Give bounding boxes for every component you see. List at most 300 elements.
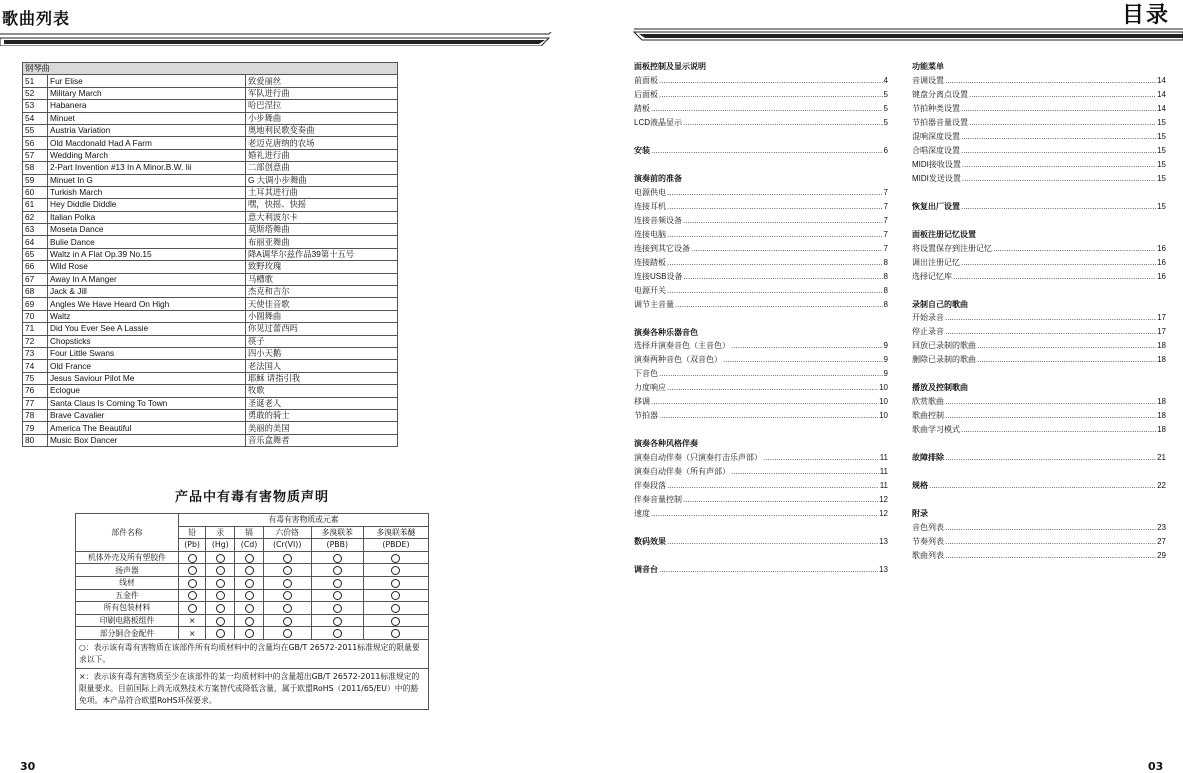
toc-entry[interactable] xyxy=(912,256,1166,270)
toc-entry[interactable] xyxy=(634,102,888,116)
toc-entry[interactable] xyxy=(634,186,888,200)
toc-entry-page: 11 xyxy=(879,453,888,463)
toc-entry-title: 选择记忆库 xyxy=(912,271,952,281)
toc-entry[interactable] xyxy=(634,200,888,214)
toc-entry-title: 恢复出厂设置 xyxy=(912,201,960,211)
compliant-circle-mark xyxy=(206,614,235,627)
toc-entry[interactable] xyxy=(912,172,1166,186)
toc-entry[interactable] xyxy=(912,353,1166,367)
compliant-circle-mark xyxy=(235,564,263,577)
toc-entry-title: 连接电脑 xyxy=(634,229,666,239)
toc-entry-page: 14 xyxy=(1157,75,1166,85)
circle-icon xyxy=(216,629,225,638)
toc-entry-title: 删除已录制的歌曲 xyxy=(912,355,976,365)
toc-entry-title: 混响深度设置 xyxy=(912,131,960,141)
compliant-circle-mark xyxy=(363,614,428,627)
song-title-en: Eclogue xyxy=(48,385,246,397)
toc-leader-dots xyxy=(993,242,1156,256)
circle-icon xyxy=(333,617,342,626)
circle-icon xyxy=(245,604,254,613)
substance-symbol: (PBB) xyxy=(311,539,363,552)
circle-icon xyxy=(391,566,400,575)
song-number: 59 xyxy=(23,174,48,186)
toc-entry[interactable] xyxy=(912,158,1166,172)
right-header-rule-graphic xyxy=(620,26,1183,44)
song-title-cn: 牧歌 xyxy=(246,385,398,397)
toc-leader-dots xyxy=(977,339,1156,353)
compliant-circle-mark xyxy=(179,551,206,564)
table-row xyxy=(23,186,398,198)
table-row xyxy=(23,100,398,112)
circle-icon xyxy=(245,617,254,626)
substance-name: 多溴联苯 xyxy=(311,526,363,539)
compliant-circle-mark xyxy=(311,602,363,615)
song-number: 74 xyxy=(23,360,48,372)
toc-entry-title: 调节主音量 xyxy=(634,299,674,309)
toc-entry-title: 调音台 xyxy=(634,565,658,575)
toc-entry-title: 连接踏板 xyxy=(634,257,666,267)
circle-icon xyxy=(188,566,197,575)
toc-entry[interactable] xyxy=(912,549,1166,563)
toc-entry-page: 10 xyxy=(879,397,888,407)
toc-entry[interactable] xyxy=(912,451,1166,465)
circle-icon xyxy=(283,591,292,600)
table-row xyxy=(23,335,398,347)
toc-leader-dots xyxy=(667,200,883,214)
toc-entry[interactable] xyxy=(634,465,888,479)
part-name: 印刷电路板组件 xyxy=(76,614,179,627)
toc-leader-dots xyxy=(659,409,878,423)
toc-leader-dots xyxy=(962,172,1156,186)
toc-entry[interactable] xyxy=(634,284,888,298)
toc-spacer xyxy=(634,130,888,144)
toc-leader-dots xyxy=(667,186,883,200)
compliant-circle-mark xyxy=(363,576,428,589)
song-title-cn: 小圆舞曲 xyxy=(246,310,398,322)
song-title-en: Old France xyxy=(48,360,246,372)
toc-entry-page: 12 xyxy=(879,495,888,505)
toc-entry[interactable] xyxy=(912,479,1166,493)
toc-entry-page: 15 xyxy=(1157,173,1166,183)
toc-entry[interactable] xyxy=(634,228,888,242)
toc-entry[interactable] xyxy=(634,507,888,521)
song-number: 52 xyxy=(23,87,48,99)
toc-entry[interactable] xyxy=(634,214,888,228)
toc-entry[interactable] xyxy=(912,242,1166,256)
toc-entry[interactable] xyxy=(634,144,888,158)
left-header-rule xyxy=(0,31,556,50)
song-title-cn: 奥地利民歌变奏曲 xyxy=(246,124,398,136)
song-title-en: Jack & Jill xyxy=(48,286,246,298)
table-row xyxy=(76,576,429,589)
song-table-caption: 钢琴曲 xyxy=(23,63,398,75)
toc-entry[interactable] xyxy=(912,423,1166,437)
song-number: 68 xyxy=(23,286,48,298)
table-row xyxy=(76,627,429,640)
substance-symbol: (Hg) xyxy=(206,539,235,552)
toc-entry[interactable] xyxy=(912,270,1166,284)
song-number: 56 xyxy=(23,137,48,149)
toc-leader-dots xyxy=(651,144,883,158)
table-row xyxy=(23,137,398,149)
table-row xyxy=(23,174,398,186)
toc-entry-title: 停止录音 xyxy=(912,327,944,337)
toc-entry-title: 节拍种类设置 xyxy=(912,103,960,113)
toc-spacer xyxy=(912,493,1166,507)
circle-icon xyxy=(391,554,400,563)
substance-name: 汞 xyxy=(206,526,235,539)
toc-entry-title: 后面板 xyxy=(634,89,658,99)
toc-entry-title: 演奏自动伴奏（只演奏打击乐声部） xyxy=(634,453,762,463)
table-row xyxy=(23,360,398,372)
toc-entry[interactable] xyxy=(912,102,1166,116)
left-page-number: 30 xyxy=(20,760,36,773)
circle-icon xyxy=(216,617,225,626)
song-title-cn: 杰克和吉尔 xyxy=(246,286,398,298)
toc-entry-title: 电源供电 xyxy=(634,187,666,197)
circle-icon xyxy=(216,604,225,613)
compliant-circle-mark xyxy=(311,551,363,564)
table-row xyxy=(76,589,429,602)
compliant-circle-mark xyxy=(263,602,311,615)
substance-name: 镉 xyxy=(235,526,263,539)
song-number: 51 xyxy=(23,75,48,87)
toc-entry-page: 4 xyxy=(883,75,888,85)
circle-icon xyxy=(283,579,292,588)
song-number: 63 xyxy=(23,224,48,236)
note-circle-meaning: ○：表示该有毒有害物质在该部件所有均质材料中的含量均在GB/T 26572-2011标准规定的限量要求以下。 xyxy=(76,639,429,668)
table-row xyxy=(23,273,398,285)
toc-entry-title: 连接USB设备 xyxy=(634,271,683,281)
hazard-title: 产品中有毒有害物质声明 xyxy=(174,490,329,505)
circle-icon xyxy=(245,629,254,638)
table-row xyxy=(23,248,398,260)
song-number: 53 xyxy=(23,100,48,112)
toc-entry[interactable] xyxy=(634,74,888,88)
toc-entry-title: 规格 xyxy=(912,481,928,491)
part-name: 所有包装材料 xyxy=(76,602,179,615)
toc-leader-dots xyxy=(945,451,1156,465)
song-title-en: Military March xyxy=(48,87,246,99)
toc-entry[interactable] xyxy=(912,88,1166,102)
toc-entry-title: 演奏自动伴奏（所有声部） xyxy=(634,467,730,477)
substance-name: 铅 xyxy=(179,526,206,539)
toc-leader-dots xyxy=(961,102,1156,116)
circle-icon xyxy=(216,554,225,563)
toc-entry[interactable] xyxy=(912,130,1166,144)
toc-entry[interactable] xyxy=(912,116,1166,130)
toc-entry-title: 调出注册记忆 xyxy=(912,257,960,267)
song-title-en: Bulie Dance xyxy=(48,236,246,248)
toc-entry[interactable] xyxy=(912,74,1166,88)
toc-entry-page: 22 xyxy=(1157,481,1166,491)
song-title-en: Waltz in A Flat Op.39 No.15 xyxy=(48,248,246,260)
compliant-circle-mark xyxy=(363,564,428,577)
toc-leader-dots xyxy=(969,88,1156,102)
toc-entry[interactable] xyxy=(912,339,1166,353)
toc-spacer xyxy=(912,367,1166,381)
toc-leader-dots xyxy=(667,381,878,395)
right-page-number: 03 xyxy=(1148,760,1164,773)
song-title-cn: 老法国人 xyxy=(246,360,398,372)
toc-entry-page: 7 xyxy=(883,201,888,211)
table-row xyxy=(23,286,398,298)
song-title-en: Austria Variation xyxy=(48,124,246,136)
toc-entry[interactable] xyxy=(634,451,888,465)
song-title-cn: 致野玫瑰 xyxy=(246,261,398,273)
song-title-en: Jesus Saviour Pilot Me xyxy=(48,372,246,384)
toc-column-1 xyxy=(634,60,888,577)
song-title-en: Minuet xyxy=(48,112,246,124)
toc-entry[interactable] xyxy=(912,521,1166,535)
toc-entry-title: 开始录音 xyxy=(912,313,944,323)
circle-icon xyxy=(216,591,225,600)
toc-entry-page: 13 xyxy=(879,565,888,575)
toc-leader-dots xyxy=(945,521,1156,535)
toc-entry-title: 踏板 xyxy=(634,103,650,113)
song-title-cn: 婚礼进行曲 xyxy=(246,149,398,161)
compliant-circle-mark xyxy=(179,602,206,615)
toc-entry-page: 15 xyxy=(1157,131,1166,141)
toc-entry[interactable] xyxy=(634,353,888,367)
part-name: 线材 xyxy=(76,576,179,589)
song-title-cn: G 大调小步舞曲 xyxy=(246,174,398,186)
circle-icon xyxy=(333,554,342,563)
song-title-cn: 意大利波尔卡 xyxy=(246,211,398,223)
song-title-cn: 耶稣 请指引我 xyxy=(246,372,398,384)
toc-spacer xyxy=(912,465,1166,479)
toc-entry-page: 12 xyxy=(879,509,888,519)
song-number: 78 xyxy=(23,409,48,421)
compliant-circle-mark xyxy=(179,564,206,577)
compliant-circle-mark xyxy=(206,576,235,589)
toc-leader-dots xyxy=(961,256,1156,270)
song-number: 73 xyxy=(23,347,48,359)
toc-entry-page: 7 xyxy=(883,187,888,197)
song-title-en: 2-Part Invention #13 In A Minor.B.W. Iii xyxy=(48,162,246,174)
toc-leader-dots xyxy=(667,256,883,270)
compliant-circle-mark xyxy=(311,627,363,640)
toc-leader-dots xyxy=(651,507,878,521)
toc-entry-title: 节奏列表 xyxy=(912,536,944,546)
circle-icon xyxy=(391,604,400,613)
table-row xyxy=(23,149,398,161)
song-number: 62 xyxy=(23,211,48,223)
toc-entry-title: 回放已录制的歌曲 xyxy=(912,341,976,351)
toc-entry[interactable] xyxy=(634,395,888,409)
compliant-circle-mark xyxy=(235,551,263,564)
table-row xyxy=(23,385,398,397)
song-table-caption-row xyxy=(23,63,398,75)
part-name: 五金件 xyxy=(76,589,179,602)
toc-entry[interactable] xyxy=(634,298,888,312)
toc-entry-title: 节拍器音量设置 xyxy=(912,117,968,127)
toc-section-heading: 播放及控制歌曲 xyxy=(912,383,968,393)
toc-entry-title: 将设置保存到注册记忆 xyxy=(912,243,992,253)
toc-entry[interactable] xyxy=(634,339,888,353)
compliant-circle-mark xyxy=(206,602,235,615)
toc-entry[interactable] xyxy=(912,144,1166,158)
circle-icon xyxy=(283,554,292,563)
song-title-cn: 降A调华尔兹作品39第十五号 xyxy=(246,248,398,260)
toc-leader-dots xyxy=(651,102,883,116)
song-title-cn: 四小天鹅 xyxy=(246,347,398,359)
compliant-circle-mark xyxy=(311,589,363,602)
toc-entry-title: 故障排除 xyxy=(912,453,944,463)
compliant-circle-mark xyxy=(311,564,363,577)
part-name: 扬声器 xyxy=(76,564,179,577)
toc-entry-page: 8 xyxy=(883,285,888,295)
toc-entry-title: 键盘分离点设置 xyxy=(912,89,968,99)
compliant-circle-mark xyxy=(263,576,311,589)
toc-entry[interactable] xyxy=(634,493,888,507)
toc-entry[interactable] xyxy=(634,256,888,270)
toc-entry[interactable] xyxy=(634,367,888,381)
circle-icon xyxy=(391,591,400,600)
song-title-cn: 音乐盒舞者 xyxy=(246,434,398,446)
toc-leader-dots xyxy=(683,116,883,130)
toc-entry-title: 歌曲列表 xyxy=(912,550,944,560)
toc-entry[interactable] xyxy=(634,242,888,256)
toc-entry-page: 9 xyxy=(883,341,888,351)
table-row xyxy=(23,199,398,211)
toc-entry-page: 10 xyxy=(879,411,888,421)
toc-entry-page: 16 xyxy=(1157,271,1166,281)
table-row xyxy=(23,261,398,273)
song-title-cn: 小步舞曲 xyxy=(246,112,398,124)
toc-entry[interactable] xyxy=(634,563,888,577)
toc-section-heading: 录制自己的歌曲 xyxy=(912,299,968,309)
hazard-note-row xyxy=(76,639,429,668)
toc-entry[interactable] xyxy=(912,325,1166,339)
table-row xyxy=(23,224,398,236)
toc-entry-title: 安装 xyxy=(634,145,650,155)
toc-section-heading: 演奏前的准备 xyxy=(634,173,682,183)
toc-entry[interactable] xyxy=(634,270,888,284)
compliant-circle-mark xyxy=(263,564,311,577)
table-row xyxy=(23,372,398,384)
toc-entry-page: 8 xyxy=(883,271,888,281)
substance-symbol: (Pb) xyxy=(179,539,206,552)
toc-leader-dots xyxy=(683,214,883,228)
table-row xyxy=(23,87,398,99)
substance-header: 有毒有害物质或元素 xyxy=(179,514,429,527)
toc-entry-page: 18 xyxy=(1157,411,1166,421)
toc-leader-dots xyxy=(945,311,1156,325)
table-row xyxy=(23,211,398,223)
toc-entry[interactable] xyxy=(912,395,1166,409)
toc-section-heading: 面板注册记忆设置 xyxy=(912,229,976,239)
song-number: 65 xyxy=(23,248,48,260)
toc-entry[interactable] xyxy=(912,200,1166,214)
table-row xyxy=(76,602,429,615)
toc-leader-dots xyxy=(683,493,878,507)
circle-icon xyxy=(391,629,400,638)
table-row xyxy=(76,614,429,627)
table-row xyxy=(76,564,429,577)
toc-spacer xyxy=(634,312,888,326)
toc-entry[interactable] xyxy=(912,311,1166,325)
compliant-circle-mark xyxy=(235,602,263,615)
toc-entry-title: 歌曲控制 xyxy=(912,411,944,421)
toc-section-heading: 附录 xyxy=(912,509,928,519)
toc-leader-dots xyxy=(961,423,1156,437)
song-number: 72 xyxy=(23,335,48,347)
table-row xyxy=(23,236,398,248)
toc-leader-dots xyxy=(667,479,879,493)
toc-entry-page: 14 xyxy=(1157,89,1166,99)
toc-leader-dots xyxy=(659,74,883,88)
song-title-cn: 圣诞老人 xyxy=(246,397,398,409)
toc-entry-page: 16 xyxy=(1157,257,1166,267)
toc-entry[interactable] xyxy=(634,88,888,102)
circle-icon xyxy=(188,604,197,613)
toc-leader-dots xyxy=(953,270,1156,284)
toc-entry-title: 合唱深度设置 xyxy=(912,145,960,155)
toc-leader-dots xyxy=(945,74,1156,88)
toc-entry[interactable] xyxy=(634,381,888,395)
part-name: 部分铜合金配件 xyxy=(76,627,179,640)
toc-entry[interactable] xyxy=(634,479,888,493)
circle-icon xyxy=(216,566,225,575)
song-number: 69 xyxy=(23,298,48,310)
table-row xyxy=(23,298,398,310)
toc-entry[interactable] xyxy=(912,409,1166,423)
toc-leader-dots xyxy=(945,395,1156,409)
compliant-circle-mark xyxy=(235,589,263,602)
toc-leader-dots xyxy=(961,144,1156,158)
table-row xyxy=(23,409,398,421)
toc-entry[interactable] xyxy=(634,409,888,423)
toc-entry-page: 18 xyxy=(1157,397,1166,407)
circle-icon xyxy=(188,591,197,600)
part-header: 部件名称 xyxy=(76,514,179,552)
song-number: 77 xyxy=(23,397,48,409)
toc-leader-dots xyxy=(977,353,1156,367)
song-title-cn: 布丽亚舞曲 xyxy=(246,236,398,248)
song-title-cn: 土耳其进行曲 xyxy=(246,186,398,198)
circle-icon xyxy=(333,566,342,575)
toc-leader-dots xyxy=(945,325,1156,339)
song-title-en: Santa Claus Is Coming To Town xyxy=(48,397,246,409)
compliant-circle-mark xyxy=(363,627,428,640)
toc-spacer xyxy=(912,284,1166,298)
toc-leader-dots xyxy=(667,228,883,242)
toc-entry-page: 8 xyxy=(883,299,888,309)
toc-entry-page: 29 xyxy=(1157,550,1166,560)
table-row xyxy=(23,434,398,446)
song-number: 54 xyxy=(23,112,48,124)
circle-icon xyxy=(391,579,400,588)
table-row xyxy=(23,422,398,434)
toc-entry-title: 速度 xyxy=(634,509,650,519)
song-title-en: Music Box Dancer xyxy=(48,434,246,446)
toc-entry-page: 5 xyxy=(883,103,888,113)
substance-symbol: (Cr(VI)) xyxy=(263,539,311,552)
toc-entry[interactable] xyxy=(912,535,1166,549)
toc-entry[interactable] xyxy=(634,116,888,130)
toc-column-2 xyxy=(912,60,1166,563)
song-title-en: Habanera xyxy=(48,100,246,112)
toc-leader-dots xyxy=(659,563,878,577)
song-title-en: Fur Elise xyxy=(48,75,246,87)
toc-entry-page: 11 xyxy=(879,481,888,491)
toc-entry[interactable] xyxy=(634,535,888,549)
toc-leader-dots xyxy=(763,451,879,465)
circle-icon xyxy=(245,579,254,588)
song-title-en: Angles We Have Heard On High xyxy=(48,298,246,310)
circle-icon xyxy=(333,604,342,613)
